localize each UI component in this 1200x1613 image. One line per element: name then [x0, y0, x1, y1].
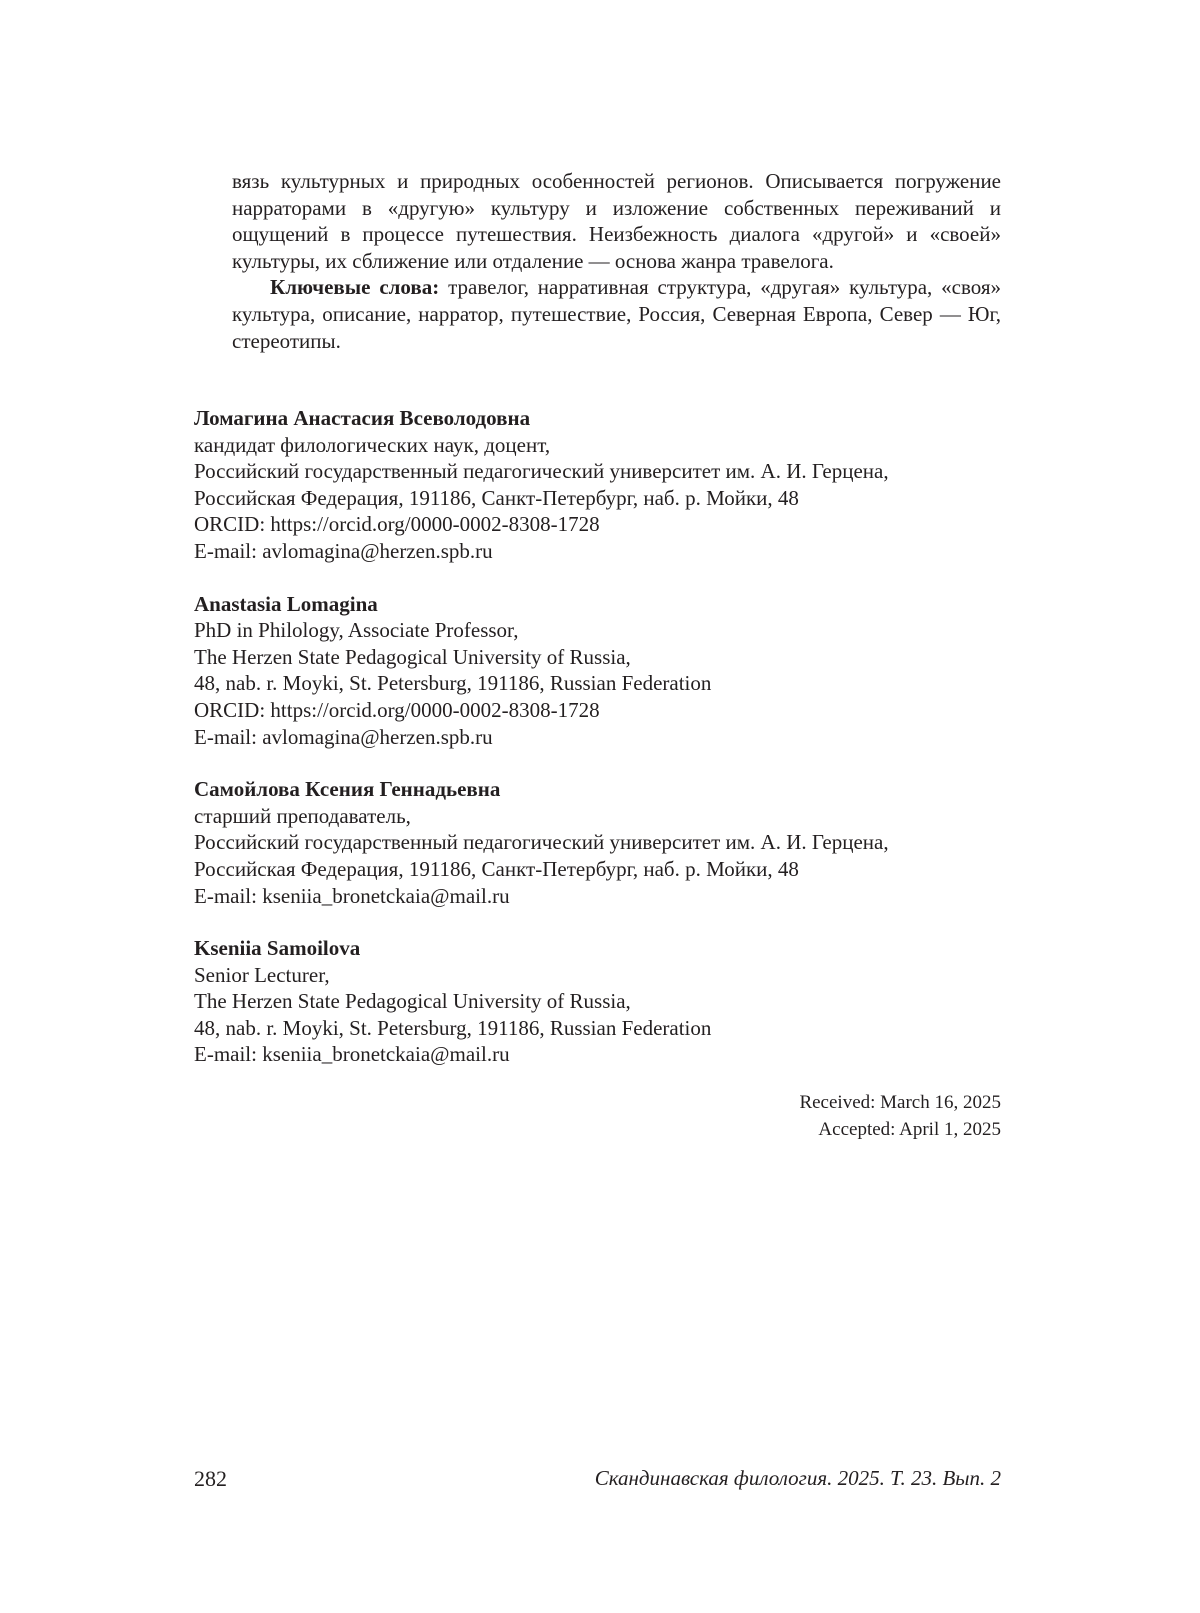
author-degree: PhD in Philology, Associate Professor,	[194, 618, 519, 643]
author-affiliation: The Herzen State Pedagogical University of Russia,	[194, 989, 631, 1014]
author-orcid: ORCID: https://orcid.org/0000-0002-8308-1728	[194, 512, 600, 537]
author-name: Anastasia Lomagina	[194, 591, 378, 616]
author-name: Самойлова Ксения Геннадьевна	[194, 777, 501, 802]
author-position: старший преподаватель,	[194, 803, 411, 828]
author-address: 48, nab. r. Moyki, St. Petersburg, 191186, Russian Federation	[194, 1015, 712, 1040]
abstract-paragraph: вязь культурных и природных особенностей регионов. Описывается погружение нарраторами в «другую» культуру и изложение собственных переживаний и ощущений в процессе путешествия. Неизбежность диалога «другой» и «своей» культуры, их сближение или отдаление — основа жанра травелога.	[232, 169, 1001, 273]
author-email: E-mail: avlomagina@herzen.spb.ru	[194, 724, 493, 749]
page-footer	[194, 1466, 1001, 1496]
author-name: Ломагина Анастасия Всеволодовна	[194, 406, 531, 430]
accepted-date: Accepted: April 1, 2025	[818, 1118, 1001, 1140]
running-title: Скандинавская филология. 2025. Т. 23. Вып. 2	[594, 1466, 1001, 1490]
page-number: 282	[194, 1466, 227, 1491]
author-position: Senior Lecturer,	[194, 962, 330, 987]
author-email: E-mail: avlomagina@herzen.spb.ru	[194, 538, 493, 563]
author-address: 48, nab. r. Moyki, St. Petersburg, 191186, Russian Federation	[194, 671, 712, 696]
author-affiliation: Российский государственный педагогический университет им. А. И. Герцена,	[194, 830, 889, 855]
author-name: Kseniia Samoilova	[194, 936, 361, 961]
submission-dates	[799, 1090, 1001, 1143]
author-address: Российская Федерация, 191186, Санкт-Петербург, наб. р. Мойки, 48	[194, 485, 799, 510]
author-email: E-mail: kseniia_bronetckaia@mail.ru	[194, 1042, 510, 1067]
author-block-en-1	[194, 591, 1001, 751]
author-address: Российская Федерация, 191186, Санкт-Петербург, наб. р. Мойки, 48	[194, 856, 799, 881]
author-degree: кандидат филологических наук, доцент,	[194, 432, 551, 457]
keywords-paragraph	[232, 274, 1001, 354]
received-date: Received: March 16, 2025	[799, 1092, 1001, 1113]
author-info	[194, 405, 1001, 1094]
author-affiliation: Российский государственный педагогический университет им. А. И. Герцена,	[194, 459, 889, 484]
author-block-en-2	[194, 935, 1001, 1068]
author-block-ru-1	[194, 405, 1001, 565]
keywords-label: Ключевые слова:	[270, 275, 440, 300]
author-affiliation: The Herzen State Pedagogical University of Russia,	[194, 644, 631, 669]
author-orcid: ORCID: https://orcid.org/0000-0002-8308-1728	[194, 697, 600, 722]
author-email: E-mail: kseniia_bronetckaia@mail.ru	[194, 883, 510, 908]
keywords-text: травелог, нарративная структура, «другая» культура, «своя» культура, описание, нарратор, путешествие, Россия, Северная Европа, Север — Юг, стереотипы.	[232, 275, 1002, 353]
author-block-ru-2	[194, 776, 1001, 909]
abstract	[232, 168, 1001, 354]
